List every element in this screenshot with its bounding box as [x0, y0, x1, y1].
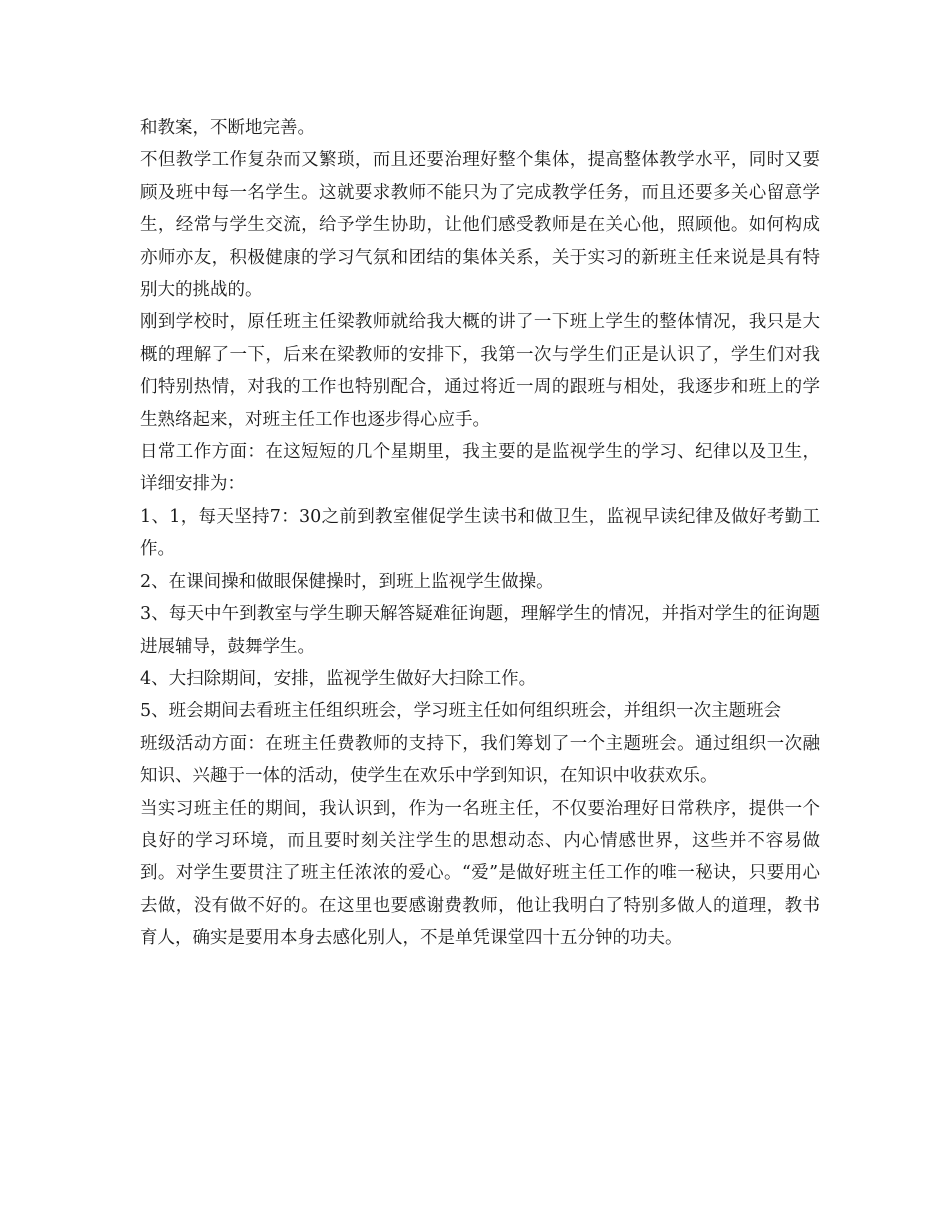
list-item-5: 5、班会期间去看班主任组织班会，学习班主任如何组织班会，并组织一次主题班会 — [140, 701, 782, 722]
paragraph-continuation: 和教案，不断地完善。 — [140, 118, 315, 138]
paragraph-daily-work: 日常工作方面：在这短短的几个星期里，我主要的是监视学生的学习、纪律以及卫生，详细安排为： — [140, 442, 820, 495]
paragraph-reflection: 当实习班主任的期间，我认识到，作为一名班主任，不仅要治理好日常秩序，提供一个良好的学习环境，而且要时刻关注学生的思想动态、内心情感世界，这些并不容易做到。对学生要贯注了班主任浓浓的爱心。“爱”是做好班主任工作的唯一秘诀，只要用心去做，没有做不好的。在这里也要感谢费教师，他让我明白了特别多做人的道理，教书育人，确实是要用本身去感化别人，不是单凭课堂四十五分钟的功夫。 — [140, 798, 820, 949]
paragraph-arrival: 刚到学校时，原任班主任梁教师就给我大概的讲了一下班上学生的整体情况，我只是大概的理解了一下，后来在梁教师的安排下，我第一次与学生们正是认识了，学生们对我们特别热情，对我的工作也特别配合，通过将近一周的跟班与相处，我逐步和班上的学生熟络起来，对班主任工作也逐步得心应手。 — [140, 312, 820, 430]
list-item-2: 2、在课间操和做眼保健操时，到班上监视学生做操。 — [140, 571, 554, 592]
document-page — [140, 112, 820, 955]
paragraph-class-activity: 班级活动方面：在班主任费教师的支持下，我们筹划了一个主题班会。通过组织一次融知识、兴趣于一体的活动，使学生在欢乐中学到知识，在知识中收获欢乐。 — [140, 733, 820, 787]
list-item-1: 1、1，每天坚持7：30之前到教室催促学生读书和做卫生，监视早读纪律及做好考勤工作。 — [140, 506, 820, 560]
list-item-4: 4、大扫除期间，安排，监视学生做好大扫除工作。 — [140, 668, 537, 689]
list-item-3: 3、每天中午到教室与学生聊天解答疑难征询题，理解学生的情况，并指对学生的征询题进展辅导，鼓舞学生。 — [140, 604, 820, 657]
paragraph-teaching-work: 不但教学工作复杂而又繁琐，而且还要治理好整个集体，提高整体教学水平，同时又要顾及班中每一名学生。这就要求教师不能只为了完成教学任务，而且还要多关心留意学生，经常与学生交流，给予学生协助，让他们感受教师是在关心他，照顾他。如何构成亦师亦友，积极健康的学习气氛和团结的集体关系，关于实习的新班主任来说是具有特别大的挑战的。 — [140, 150, 820, 301]
